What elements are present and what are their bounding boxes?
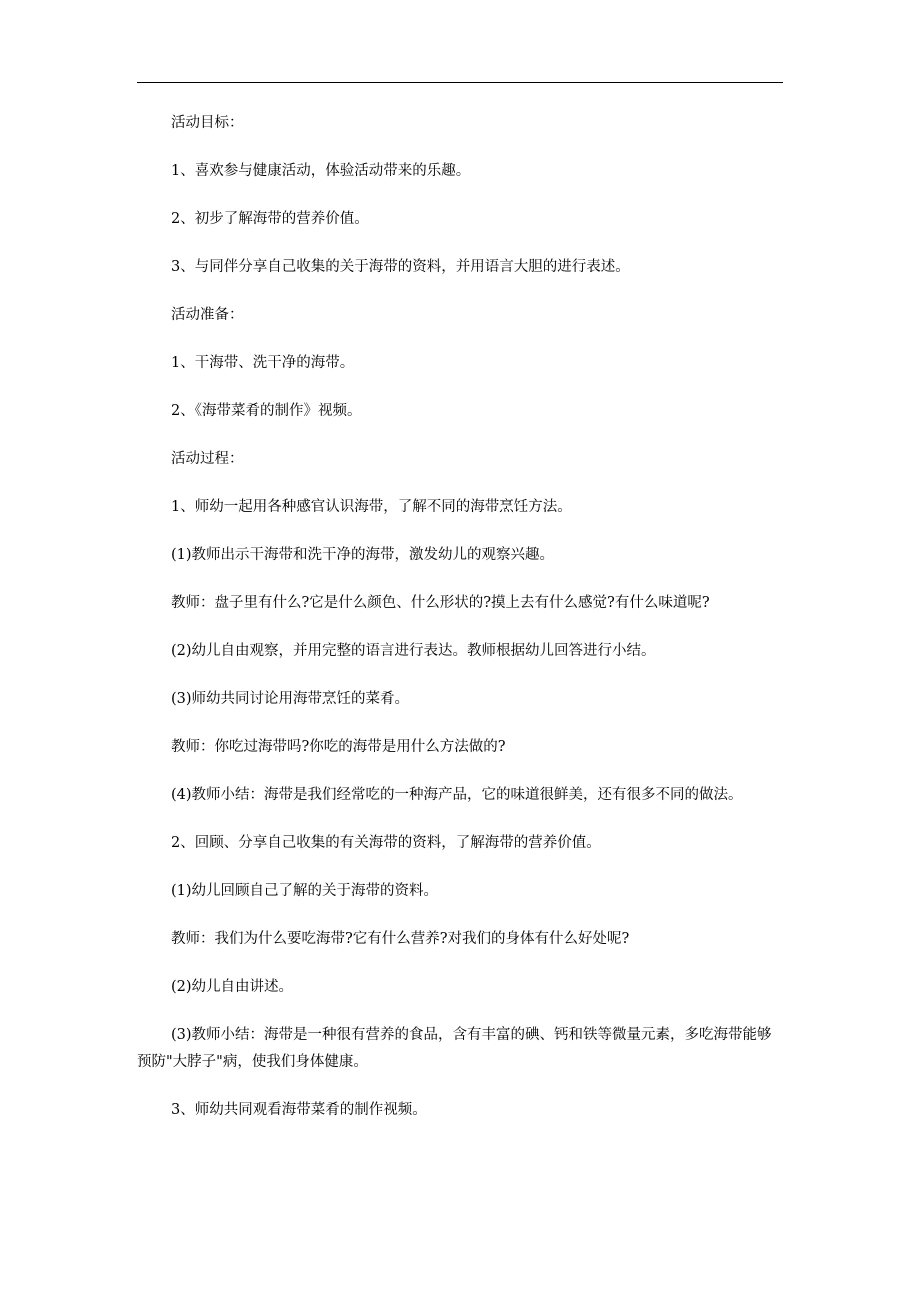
process-step-3: 3、师幼共同观看海带菜肴的制作视频。 xyxy=(171,1102,427,1118)
process-step-1: 1、师幼一起用各种感官认识海带，了解不同的海带烹饪方法。 xyxy=(171,499,572,515)
teacher-question: 教师：你吃过海带吗?你吃的海带是用什么方法做的? xyxy=(171,739,506,755)
heading-activity-process: 活动过程： xyxy=(171,451,244,467)
process-substep: (1)教师出示干海带和洗干净的海带，激发幼儿的观察兴趣。 xyxy=(171,547,555,563)
teacher-question: 教师：盘子里有什么?它是什么颜色、什么形状的?摸上去有什么感觉?有什么味道呢? xyxy=(171,595,710,611)
heading-activity-preparation: 活动准备： xyxy=(171,307,244,323)
preparation-item-1: 1、干海带、洗干净的海带。 xyxy=(171,355,355,371)
process-substep: (2)幼儿自由讲述。 xyxy=(171,979,294,995)
heading-activity-goals: 活动目标： xyxy=(171,115,244,131)
document-body xyxy=(137,110,783,1145)
goal-item-2: 2、初步了解海带的营养价值。 xyxy=(171,211,369,227)
goal-item-1: 1、喜欢参与健康活动，体验活动带来的乐趣。 xyxy=(171,163,471,179)
goal-item-3: 3、与同伴分享自己收集的关于海带的资料，并用语言大胆的进行表述。 xyxy=(171,259,630,275)
preparation-item-2: 2、《海带菜肴的制作》视频。 xyxy=(171,403,362,419)
process-substep: (4)教师小结：海带是我们经常吃的一种海产品，它的味道很鲜美，还有很多不同的做法。 xyxy=(171,787,743,803)
teacher-question: 教师：我们为什么要吃海带?它有什么营养?对我们的身体有什么好处呢? xyxy=(171,931,630,947)
process-substep: (1)幼儿回顾自己了解的关于海带的资料。 xyxy=(171,883,439,899)
process-substep: (3)师幼共同讨论用海带烹饪的菜肴。 xyxy=(171,691,410,707)
header-rule xyxy=(137,82,783,83)
process-substep: (3)教师小结：海带是一种很有营养的食品，含有丰富的碘、钙和铁等微量元素，多吃海带能够预防"大脖子"病，使我们身体健康。 xyxy=(137,1027,772,1070)
process-substep: (2)幼儿自由观察，并用完整的语言进行表达。教师根据幼儿回答进行小结。 xyxy=(171,643,656,659)
process-step-2: 2、回顾、分享自己收集的有关海带的资料，了解海带的营养价值。 xyxy=(171,835,601,851)
